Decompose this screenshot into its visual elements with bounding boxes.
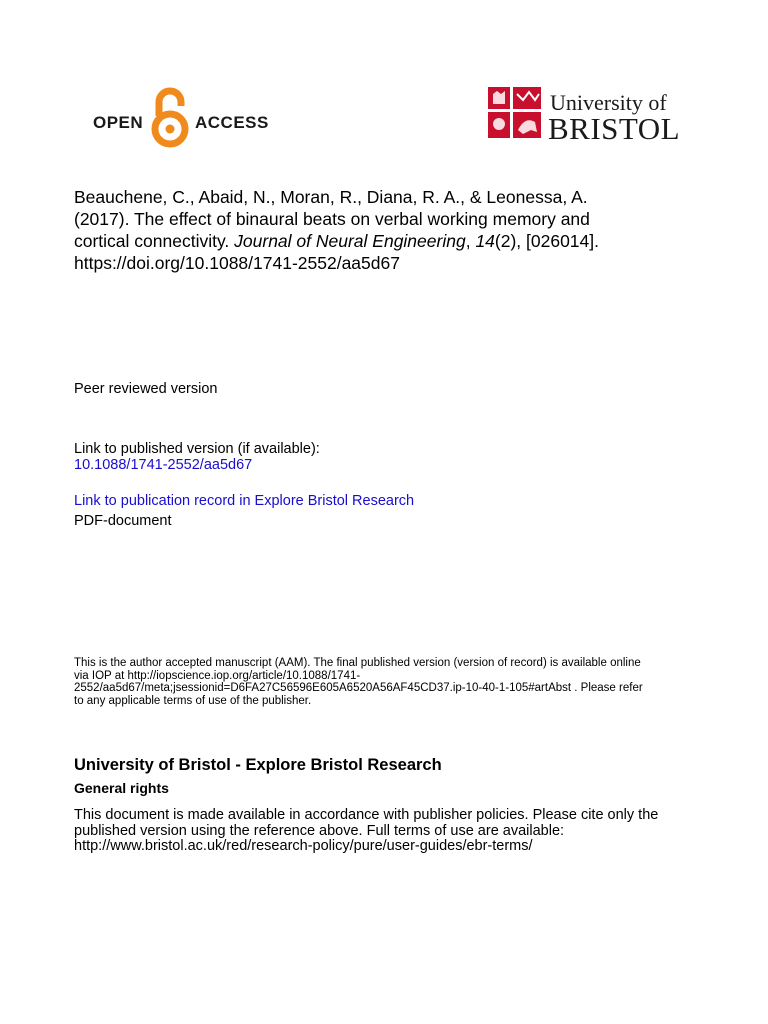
open-access-logo-open: OPEN	[93, 113, 144, 132]
journal-volume: 14	[475, 231, 495, 251]
aam-notice	[74, 657, 724, 708]
general-rights-line: This document is made available in accordance with publisher policies. Please cite only the	[74, 807, 659, 823]
citation-issue-article: (2), [026014].	[494, 231, 600, 251]
citation-line-3	[74, 230, 714, 252]
citation-line-3-start: cortical connectivity.	[74, 231, 235, 251]
journal-name: Journal of Neural Engineering	[234, 231, 466, 251]
published-version-doi-link[interactable]: 10.1088/1741-2552/aa5d67	[74, 457, 253, 473]
general-rights-line: http://www.bristol.ac.uk/red/research-policy/pure/user-guides/ebr-terms/	[74, 838, 533, 854]
general-rights-line: published version using the reference above. Full terms of use are available:	[74, 822, 565, 839]
citation-line-2: (2017). The effect of binaural beats on verbal working memory and	[74, 209, 590, 229]
peer-reviewed-label: Peer reviewed version	[74, 381, 218, 397]
publication-record-link[interactable]: Link to publication record in Explore Bristol Research	[74, 493, 415, 509]
open-lock-icon	[150, 86, 190, 148]
open-access-logo	[90, 86, 270, 148]
university-of-bristol-logo	[487, 86, 687, 146]
citation-doi-url: https://doi.org/10.1088/1741-2552/aa5d67	[74, 253, 400, 273]
aam-notice-line: to any applicable terms of use of the publisher.	[74, 695, 312, 708]
general-rights-heading: General rights	[74, 780, 169, 796]
published-version-label: Link to published version (if available):	[74, 441, 320, 457]
aam-notice-line: This is the author accepted manuscript (AAM). The final published version (version of record) is available online	[74, 657, 641, 669]
explore-bristol-research-title: University of Bristol - Explore Bristol Research	[74, 756, 442, 774]
bristol-crest-icon	[487, 86, 543, 140]
bristol-logo-line1: University of	[550, 90, 667, 115]
bristol-logo-line2: BRISTOL	[548, 111, 681, 146]
citation-line-1: Beauchene, C., Abaid, N., Moran, R., Diana, R. A., & Leonessa, A.	[74, 187, 588, 207]
citation-comma: ,	[465, 231, 476, 251]
pdf-document-label: PDF-document	[74, 513, 172, 529]
citation	[74, 186, 714, 274]
open-access-logo-access: ACCESS	[195, 113, 269, 132]
aam-notice-line: 2552/aa5d67/meta;jsessionid=D6FA27C56596E605A6520A56AF45CD37.ip-10-40-1-105#artAbst . Please refer	[74, 682, 643, 695]
general-rights-text	[74, 808, 658, 855]
aam-notice-line: via IOP at http://iopscience.iop.org/article/10.1088/1741-	[74, 669, 361, 682]
